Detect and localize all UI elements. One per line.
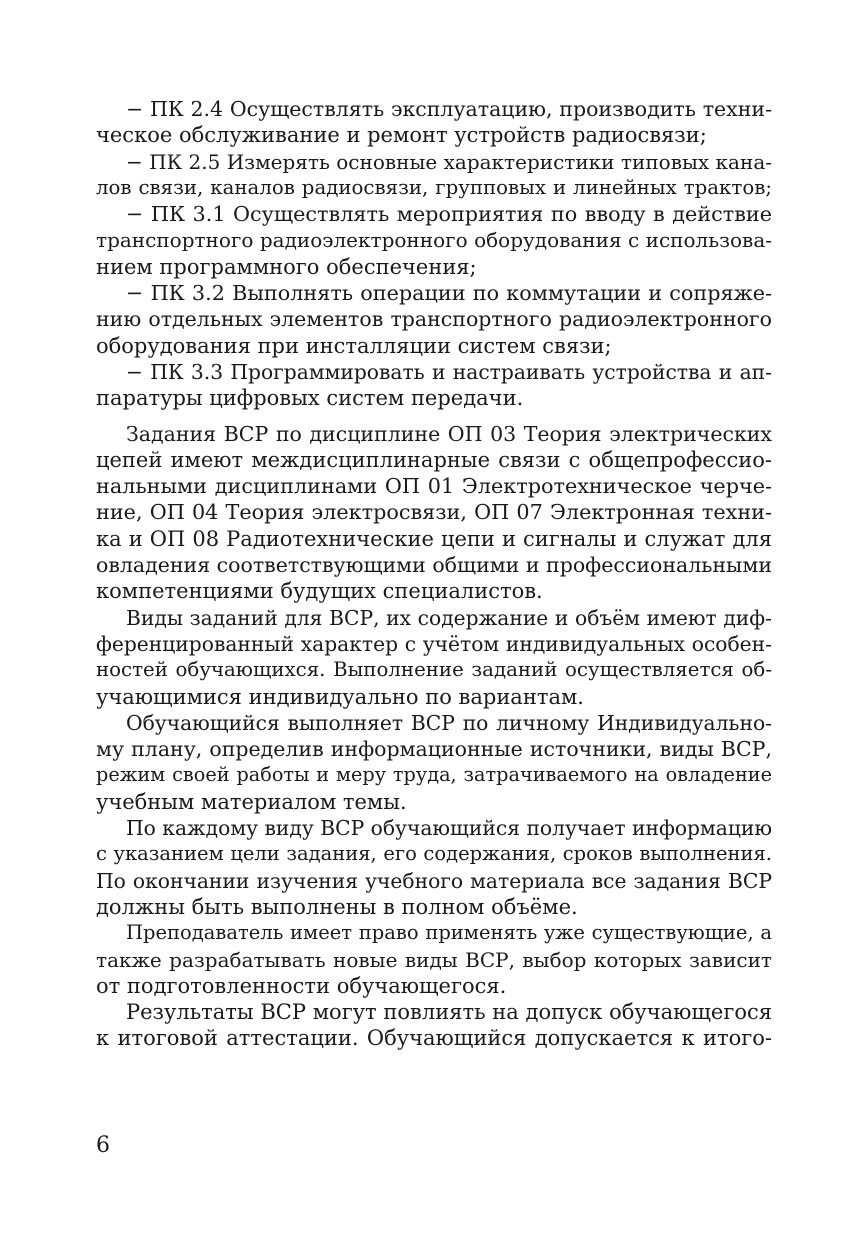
text-line: Преподаватель имеет право применять уже существующие, а [126,921,772,945]
text-line: от подготовленности обучающегося. [96,973,507,998]
text-line: Виды заданий для ВСР, их содержание и объём имеют диф- [126,605,772,630]
text-line: транспортного радиоэлектронного оборудования с использова- [96,228,772,253]
text-line: Задания ВСР по дисциплине ОП 03 Теория электрических [126,421,772,446]
competency-item [96,280,772,359]
text-line: ние, ОП 04 Теория электросвязи, ОП 07 Электронная техни- [96,500,772,525]
page-body [96,96,772,1052]
text-line: Результаты ВСР могут повлиять на допуск обучающегося [126,1000,772,1025]
text-line: − ПК 2.5 Измерять основные характеристики типовых кана- [126,149,772,174]
text-line: цепей имеют междисциплинарные связи с общепрофессио- [96,447,772,472]
body-paragraph [96,605,772,710]
body-paragraph [96,815,772,920]
text-line: учающимися индивидуально по вариантам. [96,684,584,709]
text-line: − ПК 3.1 Осуществлять мероприятия по вводу в действие [126,202,772,227]
competency-item [96,96,772,149]
page-number: 6 [96,1133,110,1158]
competency-list [96,96,772,412]
text-line: овладения соответствующими общими и профессиональными [96,553,772,578]
text-line: Обучающийся выполняет ВСР по личному Индивидуально- [126,710,772,735]
text-line: ка и ОП 08 Радиотехнические цепи и сигналы и служат для [96,526,772,551]
text-line: ференцированный характер с учётом индивидуальных особен- [96,631,772,656]
body-paragraph [96,710,772,815]
text-line: должны быть выполнены в полном объёме. [96,894,578,919]
competency-item [96,201,772,280]
text-line: − ПК 3.2 Выполнять операции по коммутации и сопряже- [126,281,772,306]
text-line: ностей обучающихся. Выполнение заданий осуществляется об- [96,658,772,682]
text-line: нием программного обеспечения; [96,254,477,279]
text-line: учебным материалом темы. [96,789,407,814]
body-paragraph [96,421,772,605]
text-line: нальными дисциплинами ОП 01 Электротехническое черче- [96,474,772,499]
text-line: к итоговой аттестации. Обучающийся допускается к итого- [96,1026,772,1051]
text-line: ческое обслуживание и ремонт устройств радиосвязи; [96,123,707,148]
text-line: − ПК 2.4 Осуществлять эксплуатацию, производить техни- [126,97,772,121]
body-paragraph [96,999,772,1052]
section-gap [96,412,772,421]
body-paragraph [96,920,772,999]
text-line: паратуры цифровых систем передачи. [96,386,524,411]
text-line: нию отдельных элементов транспортного радиоэлектронного [96,307,772,332]
text-line: также разрабатывать новые виды ВСР, выбор которых зависит [96,947,772,972]
text-line: лов связи, каналов радиосвязи, групповых и линейных трактов; [96,175,772,199]
competency-item [96,149,772,202]
text-line: По каждому виду ВСР обучающийся получает информацию [126,816,772,841]
text-line: По окончании изучения учебного материала все задания ВСР [96,868,772,893]
text-line: с указанием цели задания, его содержания, сроков выполнения. [96,842,772,866]
text-line: му плану, определив информационные источники, виды ВСР, [96,737,772,762]
competency-item [96,359,772,412]
text-line: компетенциями будущих специалистов. [96,579,543,604]
text-line: − ПК 3.3 Программировать и настраивать устройства и ап- [126,359,772,384]
text-line: режим своей работы и меру труда, затрачиваемого на овладение [96,763,772,787]
text-line: оборудования при инсталляции систем связи; [96,333,612,358]
